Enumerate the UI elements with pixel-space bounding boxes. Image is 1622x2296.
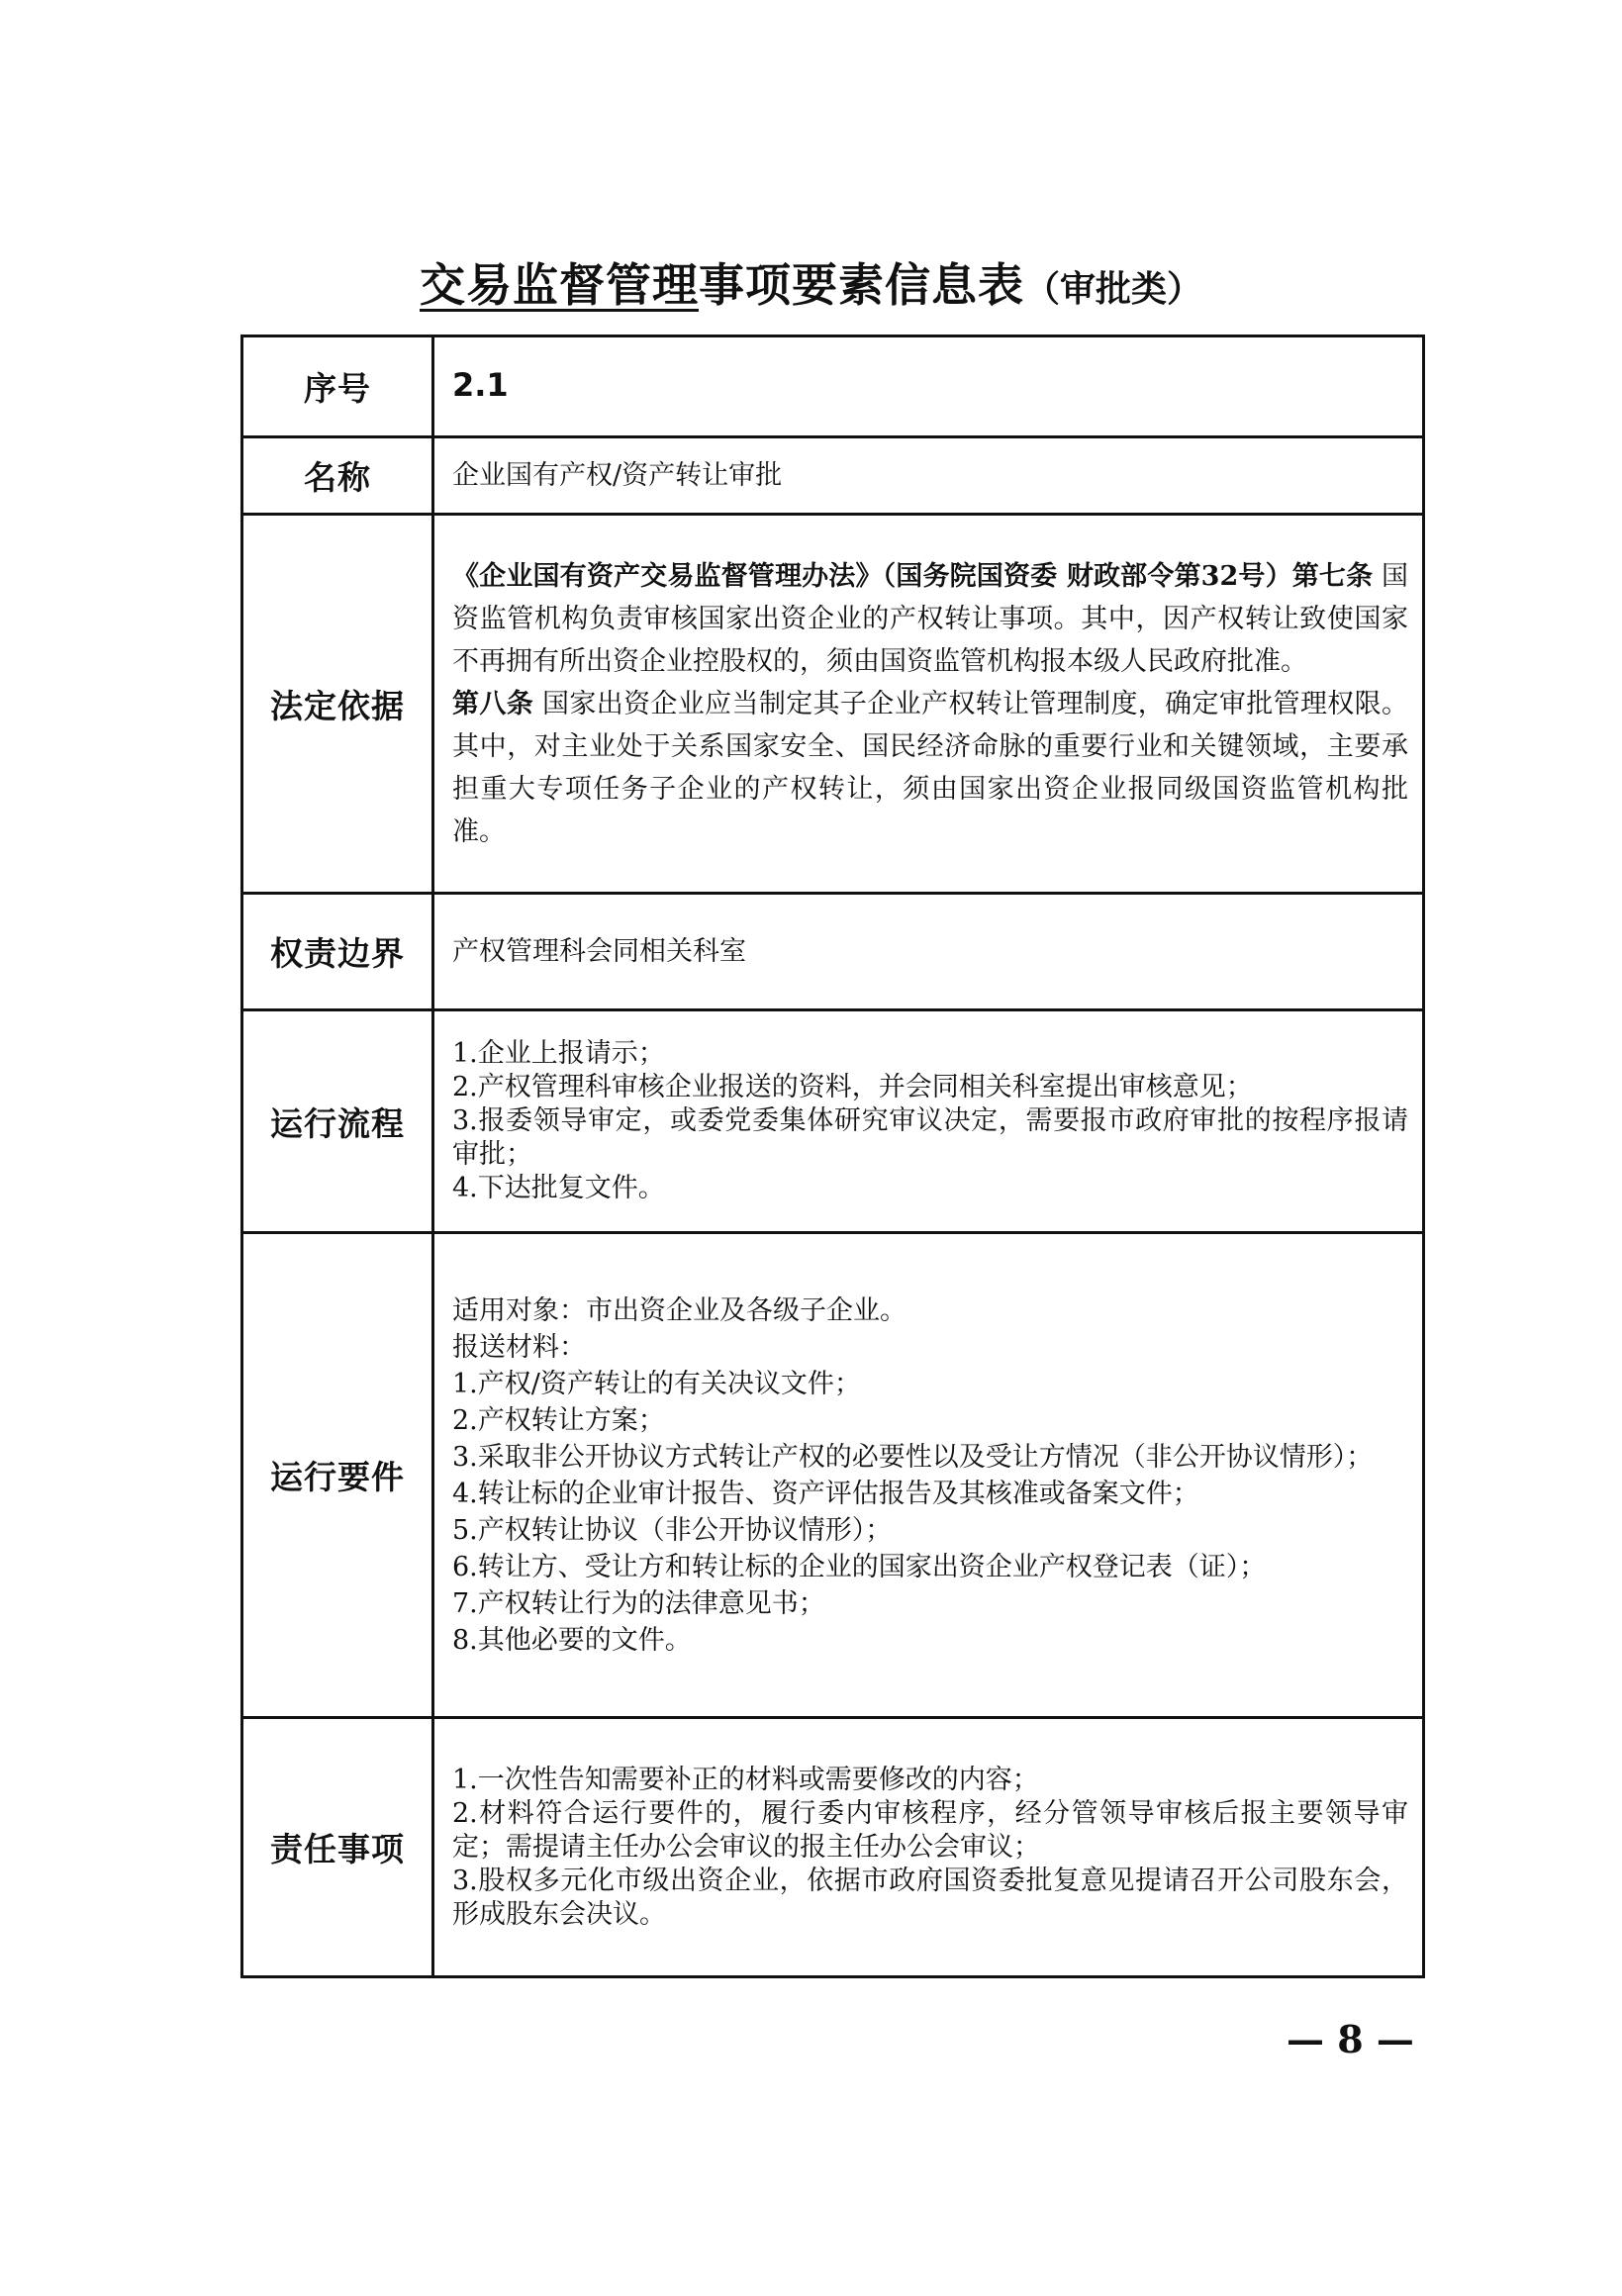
value-name: 企业国有产权/资产转让审批: [433, 437, 1424, 515]
requirement-item: 5.产权转让协议（非公开协议情形）；: [452, 1514, 893, 1546]
responsibility-item: 2.材料符合运行要件的，履行委内审核程序，经分管领导审核后报主要领导审定；需提请主任办公会审议的报主任办公会审议；: [452, 1797, 1408, 1863]
title-underlined: 交易监督管理: [419, 258, 699, 312]
info-table: [240, 335, 1425, 1978]
basis-article-7-text: 国资监管机构负责审核国家出资企业的产权转让事项。其中，因产权转让致使国家不再拥有所出资企业控股权的，须由国资监管机构报本级人民政府批准。: [452, 560, 1408, 677]
row-seq: [242, 336, 1424, 437]
value-responsibility: [433, 1718, 1424, 1977]
requirement-item: 3.采取非公开协议方式转让产权的必要性以及受让方情况（非公开协议情形）；: [452, 1441, 1374, 1473]
requirement-item: 8.其他必要的文件。: [452, 1624, 692, 1656]
basis-article-7-heading: 《企业国有资产交易监督管理办法》（国务院国资委 财政部令第32号）第七条: [452, 560, 1374, 592]
responsibility-item: 1.一次性告知需要补正的材料或需要修改的内容；: [452, 1764, 1039, 1795]
label-name: 名称: [242, 437, 433, 515]
label-seq: 序号: [242, 336, 433, 437]
title-rest: 事项要素信息表: [698, 258, 1024, 312]
value-basis: [433, 515, 1424, 894]
requirements-intro: 适用对象：市出资企业及各级子企业。: [452, 1294, 906, 1326]
label-requirements: 运行要件: [242, 1233, 433, 1718]
label-boundary: 权责边界: [242, 894, 433, 1010]
basis-article-8-text: 国家出资企业应当制定其子企业产权转让管理制度，确定审批管理权限。其中，对主业处于关系国家安全、国民经济命脉的重要行业和关键领域，主要承担重大专项任务子企业的产权转让，须由国家出资企业报同级国资监管机构批准。: [452, 688, 1409, 847]
basis-paragraph-1: [452, 555, 1408, 683]
page-number: — 8 —: [1287, 2017, 1414, 2061]
requirement-item: 6.转让方、受让方和转让标的企业的国家出资企业产权登记表（证）；: [452, 1551, 1267, 1582]
process-step: 3.报委领导审定，或委党委集体研究审议决定，需要报市政府审批的按程序报请审批；: [452, 1105, 1408, 1170]
requirements-materials-title: 报送材料：: [452, 1331, 586, 1363]
title-category: （审批类）: [1023, 268, 1202, 310]
label-basis: 法定依据: [242, 515, 433, 894]
basis-paragraph-2: [452, 683, 1408, 853]
requirement-item: 7.产权转让行为的法律意见书；: [452, 1587, 825, 1619]
requirement-item: 2.产权转让方案；: [452, 1404, 665, 1436]
process-step: 2.产权管理科审核企业报送的资料，并会同相关科室提出审核意见；: [452, 1072, 1253, 1102]
requirement-item: 1.产权/资产转让的有关决议文件；: [452, 1368, 861, 1399]
document-title: [0, 249, 1622, 315]
basis-article-8-heading: 第八条: [452, 688, 534, 719]
row-process: [242, 1010, 1424, 1233]
value-process: [433, 1010, 1424, 1233]
row-name: [242, 437, 1424, 515]
value-requirements: [433, 1233, 1424, 1718]
value-boundary: 产权管理科会同相关科室: [433, 894, 1424, 1010]
seq-number: 2.1: [452, 366, 509, 404]
row-boundary: [242, 894, 1424, 1010]
row-basis: [242, 515, 1424, 894]
responsibility-item: 3.股权多元化市级出资企业，依据市政府国资委批复意见提请召开公司股东会，形成股东会决议。: [452, 1865, 1408, 1930]
row-responsibility: [242, 1718, 1424, 1977]
label-responsibility: 责任事项: [242, 1718, 433, 1977]
value-seq: [433, 336, 1424, 437]
requirement-item: 4.转让标的企业审计报告、资产评估报告及其核准或备案文件；: [452, 1478, 1199, 1509]
process-step: 4.下达批复文件。: [452, 1173, 665, 1203]
process-step: 1.企业上报请示；: [452, 1038, 665, 1069]
row-requirements: [242, 1233, 1424, 1718]
label-process: 运行流程: [242, 1010, 433, 1233]
